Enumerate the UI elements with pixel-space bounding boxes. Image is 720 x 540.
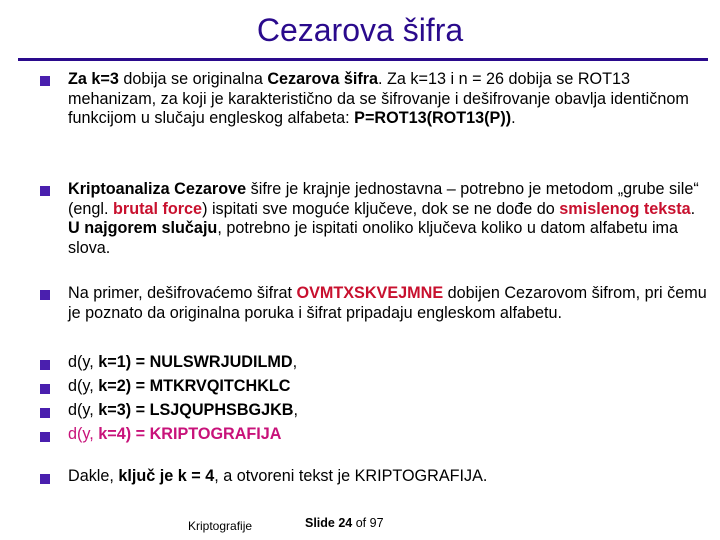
text-bold: k=1) = NULSWRJUDILMD xyxy=(98,353,293,371)
paragraph-rot13 xyxy=(68,70,708,129)
text: d(y, xyxy=(68,425,99,443)
text-bold: Cezarova šifra xyxy=(267,70,379,88)
bullet-icon xyxy=(40,290,50,300)
footer-slide-number xyxy=(305,516,384,530)
bullet-icon xyxy=(40,384,50,394)
bullet-icon xyxy=(40,408,50,418)
text: . Za k=13 i n = 26 dobija se ROT13 mehanizam, za koji je karakteristično da se šifrovanje i dešifrovanje obavlja identičnom funkcijom u slučaju engleskog alfabeta: xyxy=(68,70,689,127)
bullet-icon xyxy=(40,432,50,442)
text: d(y, xyxy=(68,377,99,395)
bullet-icon xyxy=(40,76,50,86)
slide-title: Cezarova šifra xyxy=(256,12,464,48)
text-highlight: brutal force xyxy=(113,199,203,218)
text-bold: k=3) = LSJQUPHSBGJKB xyxy=(98,401,294,419)
text: , xyxy=(292,353,298,371)
bullet-icon xyxy=(40,360,50,370)
text-bold: ključ je k = 4 xyxy=(118,467,215,485)
text-highlight: smislenog teksta xyxy=(559,199,691,218)
decryption-line xyxy=(68,353,708,373)
text: šifre je krajnje jednostavna – potrebno je metodom „grube sile“ (engl. xyxy=(68,180,699,218)
text: , potrebno je ispitati onoliko ključeva koliko u datom alfabetu ima slova. xyxy=(68,219,679,257)
text-bold: Kriptoanaliza Cezarove xyxy=(68,180,247,198)
paragraph-cryptanalysis xyxy=(68,180,708,258)
decryption-line xyxy=(68,377,708,397)
text: d(y, xyxy=(68,401,99,419)
paragraph-example xyxy=(68,284,708,323)
bullet-icon xyxy=(40,186,50,196)
text-bold: P=ROT13(ROT13(P)) xyxy=(354,109,512,127)
slide-label: Slide 24 xyxy=(305,516,353,530)
text-bold: Za k=3 xyxy=(68,70,119,88)
paragraph-conclusion xyxy=(68,467,708,487)
text: dobijen Cezarovom šifrom, pri čemu je poznato da originalna poruka i šifrat pripadaju engleskom alfabetu. xyxy=(68,284,707,322)
text: . xyxy=(511,109,516,127)
text: , a otvoreni tekst je KRIPTOGRAFIJA. xyxy=(214,467,488,485)
text: ) ispitati sve moguće ključeve, dok se ne dođe do xyxy=(202,199,560,218)
text-bold: k=2) = MTKRVQITCHKLC xyxy=(98,377,291,395)
text: . xyxy=(690,199,696,218)
bullet-icon xyxy=(40,474,50,484)
decryption-line xyxy=(68,401,708,421)
slide-total: of 97 xyxy=(352,516,384,530)
footer-course-name: Kriptografije xyxy=(188,519,253,533)
text: dobija se originalna xyxy=(118,70,268,88)
decryption-line-solution xyxy=(68,425,708,445)
text: Dakle, xyxy=(68,467,119,485)
ciphertext: OVMTXSKVEJMNE xyxy=(296,284,444,302)
text: d(y, xyxy=(68,353,99,371)
text-bold: k=4) = KRIPTOGRAFIJA xyxy=(98,425,282,443)
text: , xyxy=(293,401,298,419)
text-bold: U najgorem slučaju xyxy=(68,219,218,237)
text: Na primer, dešifrovaćemo šifrat xyxy=(68,284,297,302)
title-divider xyxy=(18,58,708,61)
